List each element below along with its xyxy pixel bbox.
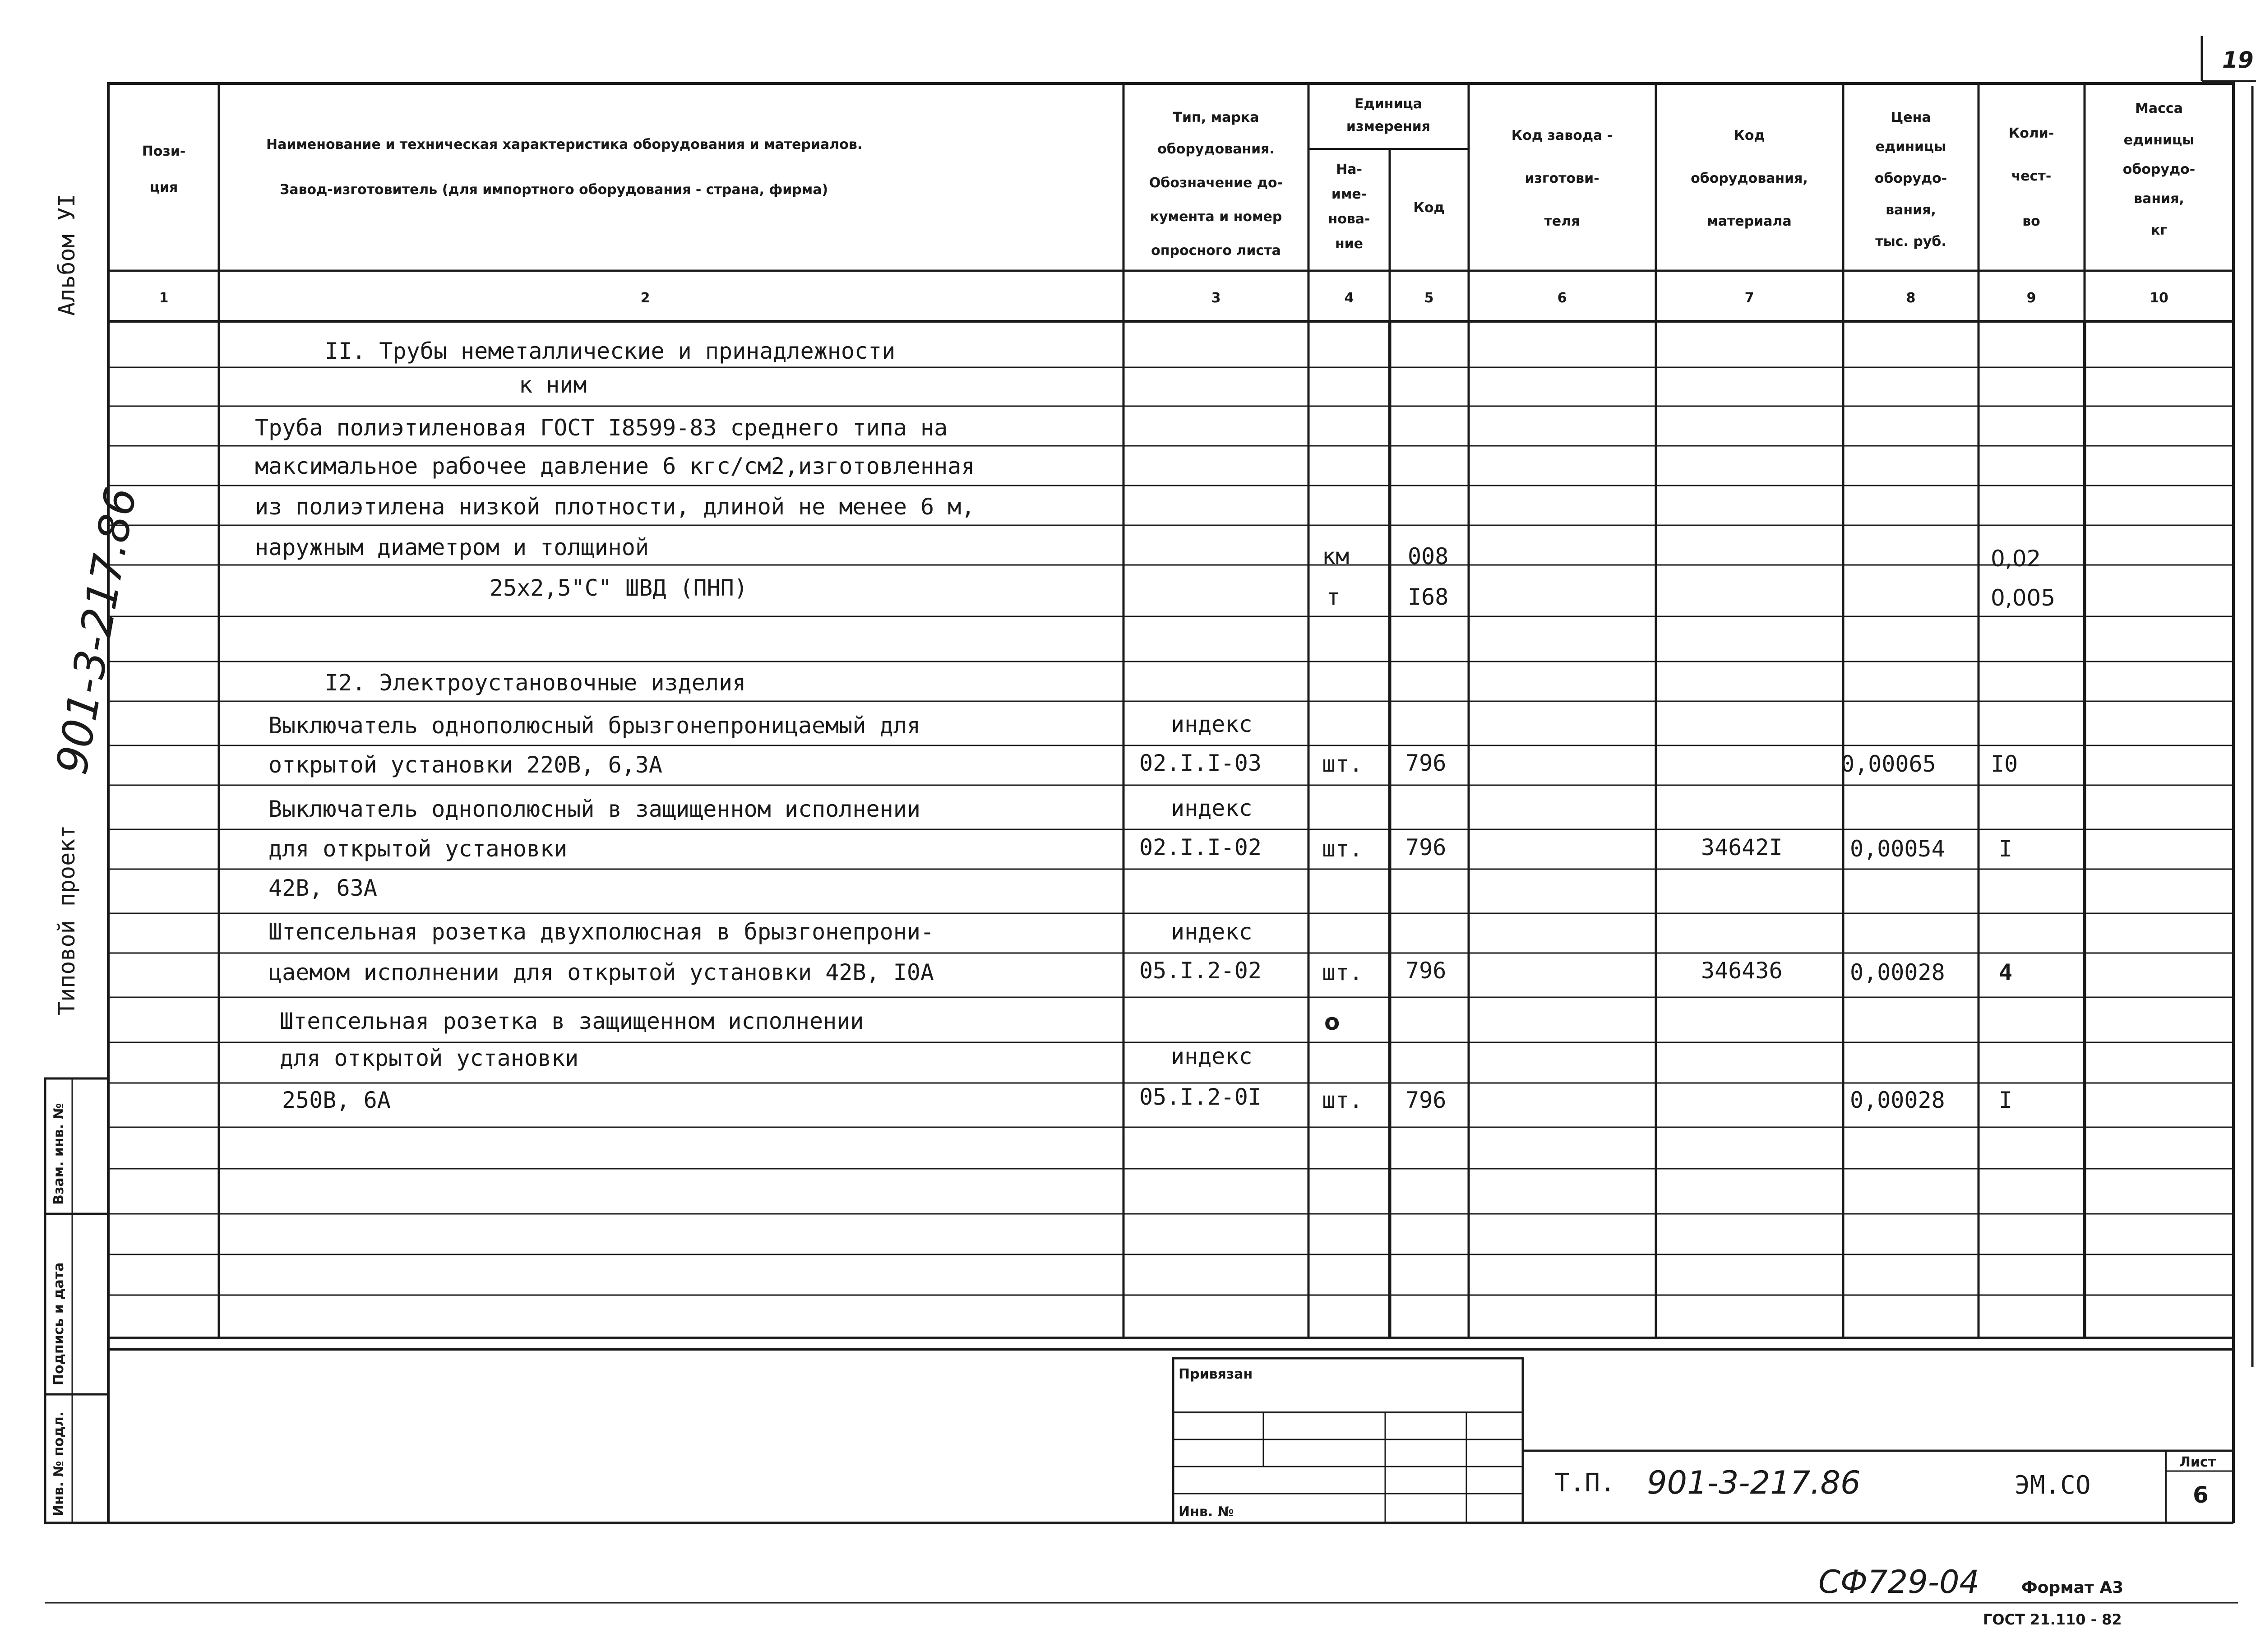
col-number: 10 — [2150, 290, 2168, 306]
handwritten-code: СФ729-04 — [1818, 1564, 1980, 1601]
stamp-box-label: Подпись и дата — [51, 1262, 67, 1385]
col-number: 5 — [1424, 290, 1434, 306]
col9-header-line1: Коли- — [2008, 125, 2054, 141]
col8-header-line1: Цена — [1891, 110, 1931, 125]
margin-project-number: 901-3-217.86 — [47, 483, 147, 778]
col8-header-line5: тыс. руб. — [1875, 234, 1946, 250]
row-name: I2. Электроустановочные изделия — [325, 670, 746, 696]
row-type: индекс — [1171, 795, 1253, 821]
row-price: 0,00028 — [1850, 1087, 1945, 1113]
row-type: 05.I.2-0I — [1139, 1084, 1262, 1110]
col-number: 1 — [159, 290, 169, 306]
row-unit: о — [1324, 1009, 1340, 1035]
col-number: 9 — [2026, 290, 2036, 306]
col10-header-line1: Масса — [2135, 101, 2183, 116]
row-code: 796 — [1405, 834, 1447, 861]
col9-header-line2: чест- — [2011, 168, 2052, 184]
col2-header-line2: Завод-изготовитель (для импортного оборудования - страна, фирма) — [280, 182, 828, 198]
row-unit: шт. — [1322, 1087, 1363, 1113]
row-name: для открытой установки — [280, 1045, 579, 1071]
row-type: 02.I.I-02 — [1139, 834, 1262, 861]
row-type: 02.I.I-03 — [1139, 750, 1262, 776]
col10-header-line4: вания, — [2134, 191, 2184, 207]
col-number: 4 — [1344, 290, 1354, 306]
col-number: 8 — [1906, 290, 1916, 306]
row-qty: 4 — [1999, 959, 2013, 986]
col4-header-line3: нова- — [1328, 211, 1370, 227]
col6-header-line2: изготови- — [1525, 171, 1600, 186]
row-price: 0,00065 — [1841, 751, 1936, 777]
row-name: Выключатель однополюсный в защищенном исполнении — [268, 796, 920, 822]
col1-header-line1: Пози- — [142, 143, 186, 159]
col8-header-line4: вания, — [1886, 202, 1936, 218]
row-equip: 346436 — [1701, 958, 1783, 984]
col3-header-line2: оборудования. — [1157, 141, 1275, 157]
album-label: Альбом УI — [54, 194, 80, 316]
sheet-label: Лист — [2179, 1454, 2216, 1470]
row-name: максимальное рабочее давление 6 кгс/см2,изготовленная — [255, 453, 975, 479]
col6-header-line3: теля — [1544, 213, 1580, 229]
gost-label: ГОСТ 21.110 - 82 — [1983, 1611, 2122, 1628]
col-number: 2 — [640, 290, 650, 306]
row-code: 796 — [1405, 958, 1447, 984]
col4-header-line4: ние — [1335, 236, 1364, 252]
row-unit: шт. — [1322, 751, 1363, 777]
row-name: Выключатель однополюсный брызгонепроницаемый для — [268, 713, 920, 739]
col10-header-line3: оборудо- — [2122, 162, 2196, 177]
row-type: 05.I.2-02 — [1139, 958, 1262, 984]
col8-header-line3: оборудо- — [1874, 171, 1947, 186]
row-code: I68 — [1408, 584, 1449, 610]
unit-group-header-line2: измерения — [1346, 119, 1431, 134]
row-code: 008 — [1408, 543, 1449, 569]
col3-header-line1: Тип, марка — [1173, 110, 1259, 125]
stamp-box-label: Инв. № подл. — [51, 1411, 67, 1516]
row-name: Штепсельная розетка в защищенном исполнении — [280, 1008, 864, 1034]
row-price: 0,00028 — [1850, 959, 1945, 986]
col7-header-line2: оборудования, — [1691, 171, 1808, 186]
col9-header-line3: во — [2022, 213, 2040, 229]
row-qty: 0,005 — [1991, 585, 2056, 611]
col3-header-line3: Обозначение до- — [1149, 175, 1283, 191]
top-sheet-number-text: 19 — [2222, 47, 2254, 73]
row-type: индекс — [1171, 919, 1253, 945]
title-project-number: 901-3-217.86 — [1647, 1464, 1861, 1501]
row-type: индекс — [1171, 711, 1253, 737]
row-unit: шт. — [1322, 836, 1363, 862]
row-name: 42В, 63А — [268, 875, 377, 901]
col1-header-line2: ция — [149, 180, 178, 195]
row-name: открытой установки 220В, 6,3А — [268, 752, 662, 778]
col10-header-line5: кг — [2150, 222, 2168, 238]
col2-header-line1: Наименование и техническая характеристика оборудования и материалов. — [266, 137, 863, 153]
col3-header-line5: опросного листа — [1151, 243, 1281, 259]
row-qty: 0,02 — [1991, 546, 2041, 572]
sheet-number: 6 — [2193, 1482, 2209, 1508]
inv-no-label: Инв. № — [1179, 1504, 1234, 1520]
unit-group-header-line1: Единица — [1355, 96, 1422, 112]
format-label: Формат А3 — [2021, 1578, 2124, 1597]
row-qty: I0 — [1991, 751, 2018, 777]
row-name: наружным диаметром и толщиной — [255, 534, 649, 560]
row-qty: I — [1999, 1087, 2013, 1113]
col-number: 7 — [1744, 290, 1754, 306]
col8-header-line2: единицы — [1875, 139, 1946, 155]
col6-header-line1: Код завода - — [1511, 128, 1613, 143]
doc-code: ЭМ.СО — [2015, 1471, 2091, 1500]
row-name: Труба полиэтиленовая ГОСТ I8599-83 среднего типа на — [255, 415, 948, 441]
col-number: 6 — [1557, 290, 1567, 306]
row-name: к ним — [519, 372, 587, 398]
row-name: 25х2,5"С" ШВД (ПНП) — [490, 575, 748, 601]
row-name: цаемом исполнении для открытой установки 42В, I0А — [268, 959, 934, 986]
row-unit: шт. — [1322, 959, 1363, 986]
col7-header-line1: Код — [1734, 128, 1765, 143]
row-name: для открытой установки — [268, 836, 568, 862]
row-price: 0,00054 — [1850, 836, 1945, 862]
typical-project-label: Типовой проект — [54, 825, 80, 1015]
row-code: 796 — [1405, 1087, 1447, 1113]
col-number: 3 — [1211, 290, 1221, 306]
row-equip: 34642I — [1701, 834, 1783, 861]
row-type: индекс — [1171, 1043, 1253, 1069]
col4-header-line1: На- — [1336, 162, 1362, 177]
stamp-box-label: Взам. инв. № — [51, 1103, 67, 1205]
row-code: 796 — [1405, 750, 1447, 776]
row-name: 250В, 6А — [282, 1087, 391, 1113]
row-name: из полиэтилена низкой плотности, длиной не менее 6 м, — [255, 494, 975, 520]
privyazan-label: Привязан — [1179, 1366, 1253, 1382]
row-unit: км — [1322, 543, 1350, 569]
col3-header-line4: кумента и номер — [1150, 209, 1282, 225]
col10-header-line2: единицы — [2123, 132, 2195, 148]
row-name: Штепсельная розетка двухполюсная в брызгонепрони- — [268, 919, 934, 945]
col5-header: Код — [1413, 200, 1445, 216]
row-name: II. Трубы неметаллические и принадлежности — [325, 338, 896, 364]
row-unit: т — [1327, 584, 1341, 610]
col7-header-line3: материала — [1707, 213, 1792, 229]
row-qty: I — [1999, 836, 2013, 862]
col4-header-line2: име- — [1331, 186, 1367, 202]
tp-label: Т.П. — [1554, 1468, 1615, 1498]
